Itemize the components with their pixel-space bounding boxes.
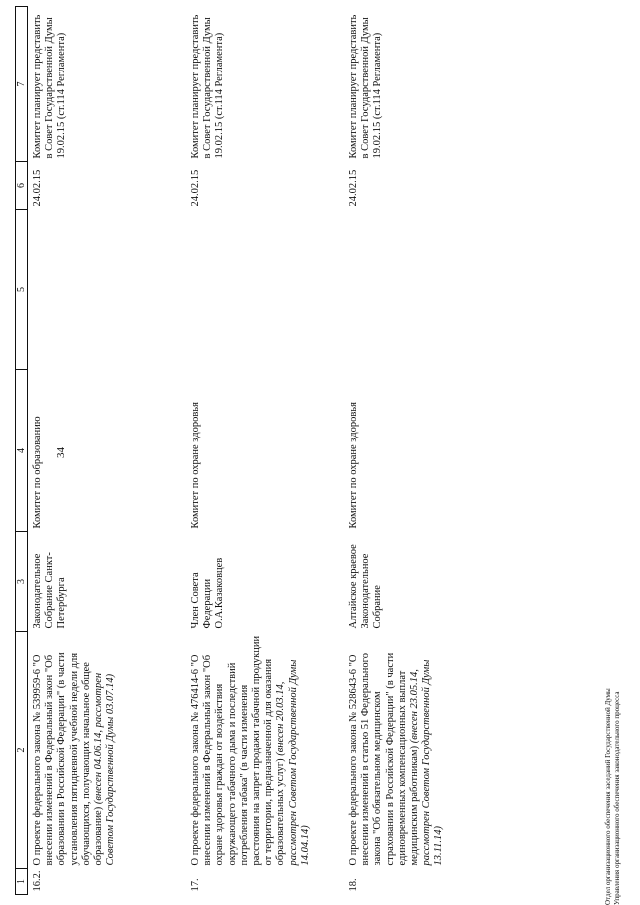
col-header-2: 2 [16,632,28,869]
bill-title: О проекте федерального закона № 476414-6 "О внесении изменений в Федеральный закон "Об охране здоровья граждан от воздействия окружающего табачного дыма и последствий потребления табака" (в части изменения расстояния на запрет продажи табачной продукции от территории, предназначенной для оказания образовательных услуг) [190,635,287,866]
remark: Комитет планирует представить в Совет Государственной Думы 19.02.15 (ст.114 Регламента) [32,14,68,159]
row-number: 18. [348,878,359,892]
bill-note: (внесен 23.05.14, рассмотрен Советом Государственной Думы 13.11.14) [409,659,445,866]
col-header-7: 7 [16,7,28,162]
remark: Комитет планирует представить в Совет Государственной Думы 19.02.15 (ст.114 Регламента) [348,14,384,159]
responsible-committee: Комитет по образованию [32,416,43,529]
column-5-cell [186,210,344,370]
row-number: 17. [190,878,201,892]
date: 24.02.15 [190,169,201,207]
col-header-5: 5 [16,210,28,370]
date: 24.02.15 [32,169,43,207]
bill-title: О проекте федерального закона № 539959-6 "О внесении изменений в Федеральный закон "Об образовании в Российской Федерации" (в части установления пятидневной учебной недели для обучающихся, получающих начальное общее образование) [32,652,105,866]
remark: Комитет планирует представить в Совет Государственной Думы 19.02.15 (ст.114 Регламента) [190,14,226,159]
table-row [344,7,502,895]
bill-description [344,632,502,869]
bill-note: (внесен 20.03.14, рассмотрен Советом Государственной Думы 14.04.14) [275,659,311,866]
footer-directorate: Управления организационного обеспечения законодательного процесса [613,691,621,905]
responsible-committee: Комитет по охране здоровья [190,402,201,529]
page-footer [604,688,622,905]
date: 24.02.15 [348,169,359,207]
bill-description [186,632,344,869]
table-row [28,7,187,895]
footer-department: Отдел организационного обеспечения заседаний Государственной Думы [604,688,612,905]
row-number: 16.2. [32,870,43,892]
bill-description [28,632,187,869]
col-header-1: 1 [16,869,28,895]
col-header-3: 3 [16,532,28,632]
initiator: Алтайское краевое Законодательное Собрание [348,544,384,629]
initiator: Член Совета Федерации О.А.Казаковцев [190,557,226,629]
column-5-cell [344,210,502,370]
col-header-4: 4 [16,370,28,532]
column-5-cell [28,210,187,370]
header-row [16,7,28,895]
table-row [186,7,344,895]
initiator: Законодательное Собрание Санкт-Петербурга [32,552,68,629]
bill-title: О проекте федерального закона № 528643-6 "О внесении изменений в статью 51 Федерального закона "Об обязательном медицинском страховании в Российской Федерации" (в части единовременных компенсационных выплат медицинским работникам) [348,652,421,866]
responsible-committee: Комитет по охране здоровья [348,402,359,529]
col-header-6: 6 [16,162,28,210]
agenda-table [15,6,502,895]
bill-note: (внесен 04.06.14, рассмотрен Советом Государственной Думы 03.07.14) [93,672,117,866]
page-number: 34 [55,447,67,458]
